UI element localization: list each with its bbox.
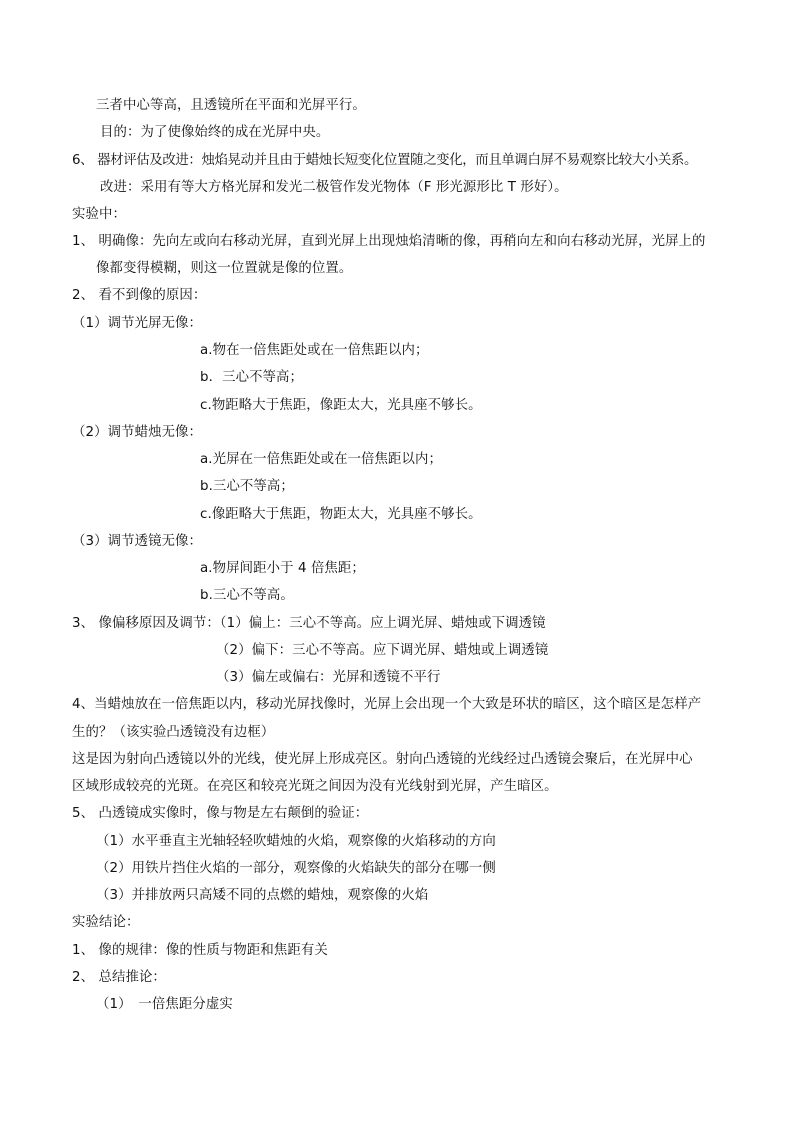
text-line: c.像距略大于焦距，物距太大，光具座不够长。	[200, 507, 482, 522]
text-line: 这是因为射向凸透镜以外的光线，使光屏上形成亮区。射向凸透镜的光线经过凸透镜会聚后，在光屏中心	[72, 752, 693, 767]
text-line: （2）调节蜡烛无像：	[72, 425, 203, 440]
text-line: a.光屏在一倍焦距处或在一倍焦距以内；	[200, 452, 443, 467]
text-line: 区域形成较亮的光斑。在亮区和较亮光斑之间因为没有光线射到光屏，产生暗区。	[72, 779, 558, 794]
text-line: b．三心不等高；	[200, 370, 304, 385]
text-line: b.三心不等高；	[200, 479, 294, 494]
text-line: （2）偏下：三心不等高。应下调光屏、蜡烛或上调透镜	[216, 643, 549, 658]
text-line: （1）调节光屏无像：	[72, 316, 203, 331]
text-line: （2）用铁片挡住火焰的一部分，观察像的火焰缺失的部分在哪一侧	[96, 861, 496, 876]
text-line: 2、 看不到像的原因：	[72, 288, 207, 303]
text-line: 1、 像的规律：像的性质与物距和焦距有关	[72, 943, 328, 958]
text-line: （3）偏左或偏右：光屏和透镜不平行	[216, 670, 441, 685]
text-line: 6、 器材评估及改进：烛焰晃动并且由于蜡烛长短变化位置随之变化，而且单调白屏不易观察比较大小关系。	[72, 153, 697, 168]
text-line: 三者中心等高，且透镜所在平面和光屏平行。	[96, 98, 366, 113]
section-heading: 实验中：	[72, 207, 126, 222]
text-line: a.物在一倍焦距处或在一倍焦距以内；	[200, 343, 429, 358]
text-line: 改进：采用有等大方格光屏和发光二极管作发光物体（F 形光源形比 T 形好）。	[100, 180, 568, 195]
section-heading: 实验结论：	[72, 915, 140, 930]
text-line: 目的：为了使像始终的成在光屏中央。	[100, 125, 330, 140]
text-line: 像都变得模糊，则这一位置就是像的位置。	[96, 261, 353, 276]
text-line: （1） 一倍焦距分虚实	[96, 997, 233, 1012]
text-line: 3、 像偏移原因及调节：（1）偏上：三心不等高。应上调光屏、蜡烛或下调透镜	[72, 616, 546, 631]
text-line: （3）调节透镜无像：	[72, 534, 203, 549]
text-line: 5、 凸透镜成实像时，像与物是左右颠倒的验证：	[72, 806, 369, 821]
text-line: a.物屏间距小于 4 倍焦距；	[200, 561, 365, 576]
text-line: 4、当蜡烛放在一倍焦距以内，移动光屏找像时，光屏上会出现一个大致是环状的暗区，这个暗区是怎样产	[72, 697, 702, 712]
text-line: （3）并排放两只高矮不同的点燃的蜡烛，观察像的火焰	[96, 888, 429, 903]
text-line: b.三心不等高。	[200, 588, 294, 603]
text-line: 2、 总结推论：	[72, 970, 166, 985]
text-line: （1）水平垂直主光轴轻轻吹蜡烛的火焰，观察像的火焰移动的方向	[96, 834, 496, 849]
text-line: 生的？（该实验凸透镜没有边框）	[72, 725, 275, 740]
text-line: c.物距略大于焦距，像距太大，光具座不够长。	[200, 398, 482, 413]
text-line: 1、 明确像：先向左或向右移动光屏，直到光屏上出现烛焰清晰的像，再稍向左和向右移动光屏，光屏上的	[72, 234, 706, 249]
